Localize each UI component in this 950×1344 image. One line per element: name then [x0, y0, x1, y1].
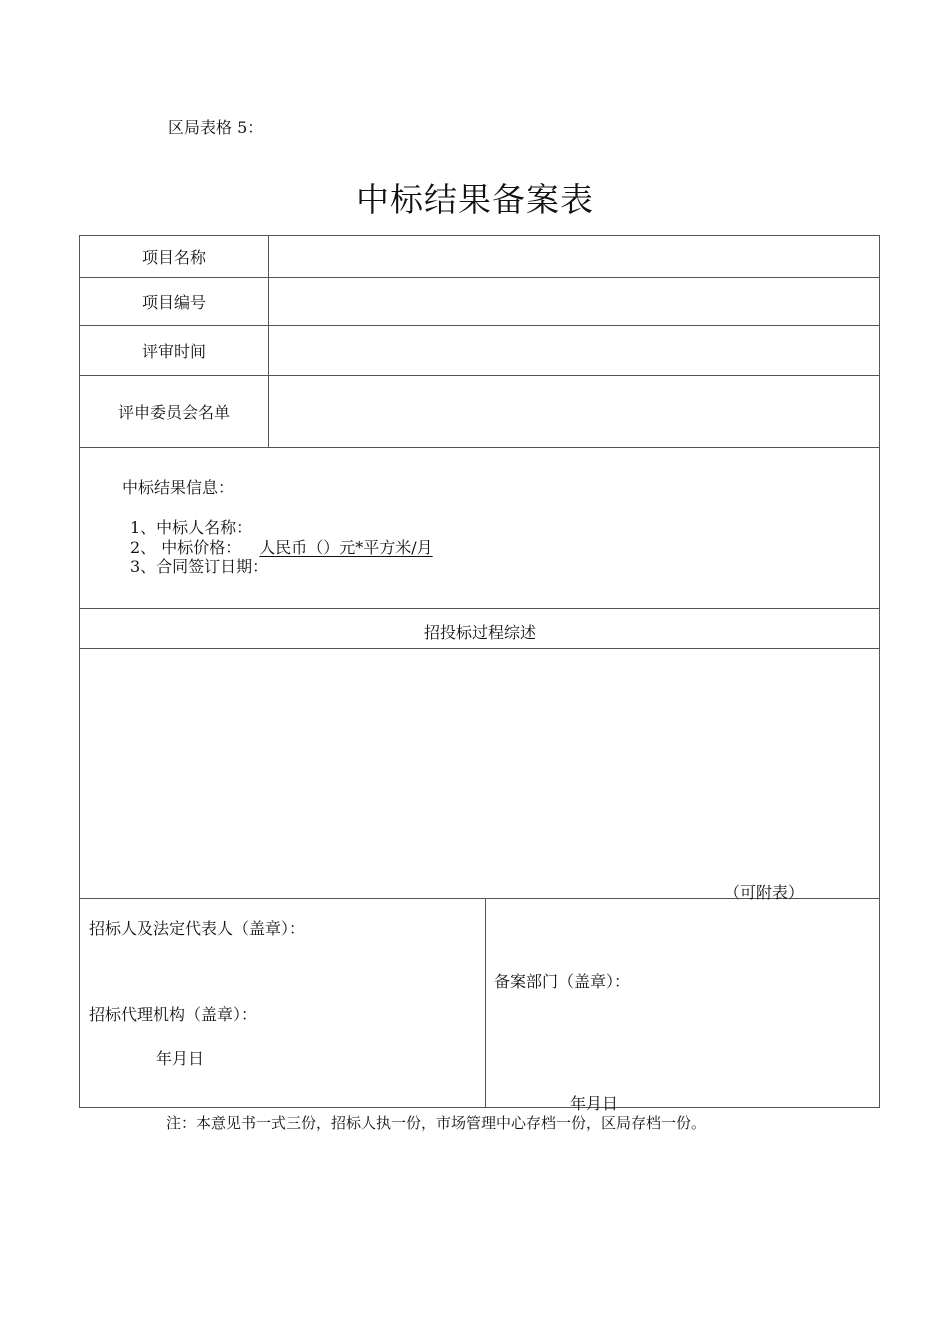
left-date-label: 年月日: [156, 1049, 205, 1068]
footer-note: 注：本意见书一式三份，招标人执一份，市场管理中心存档一份，区局存档一份。: [166, 1114, 707, 1132]
column-divider: [268, 236, 269, 447]
row-divider: [80, 447, 879, 448]
row-divider: [80, 648, 879, 649]
tenderer-seal-label: 招标人及法定代表人（盖章）：: [89, 919, 306, 938]
review-time-label: 评审时间: [141, 341, 206, 361]
right-date-label: 年月日: [570, 1094, 619, 1113]
contract-date-line: 3、合同签订日期：: [130, 557, 269, 576]
winner-name-line: 1、中标人名称：: [130, 518, 253, 537]
result-info-heading: 中标结果信息：: [122, 478, 235, 497]
filing-dept-seal-label: 备案部门（盖章）：: [494, 972, 631, 991]
committee-list-label: 评申委员会名单: [117, 402, 230, 422]
agency-seal-label: 招标代理机构（盖章）：: [89, 1005, 258, 1024]
form-number-label: 区局表格 5：: [168, 118, 264, 137]
column-divider: [485, 898, 486, 1108]
winning-price-value: 人民币（）元*平方米/月: [259, 538, 433, 557]
project-number-label: 项目编号: [141, 292, 206, 312]
page-title: 中标结果备案表: [356, 180, 594, 219]
row-divider: [80, 608, 879, 609]
winning-price-label: 2、 中标价格：: [130, 538, 242, 557]
filing-table: [79, 235, 880, 1113]
process-summary-heading: 招投标过程综述: [423, 623, 536, 642]
project-name-label: 项目名称: [141, 248, 206, 267]
attachment-note: （可附表）: [724, 883, 805, 902]
